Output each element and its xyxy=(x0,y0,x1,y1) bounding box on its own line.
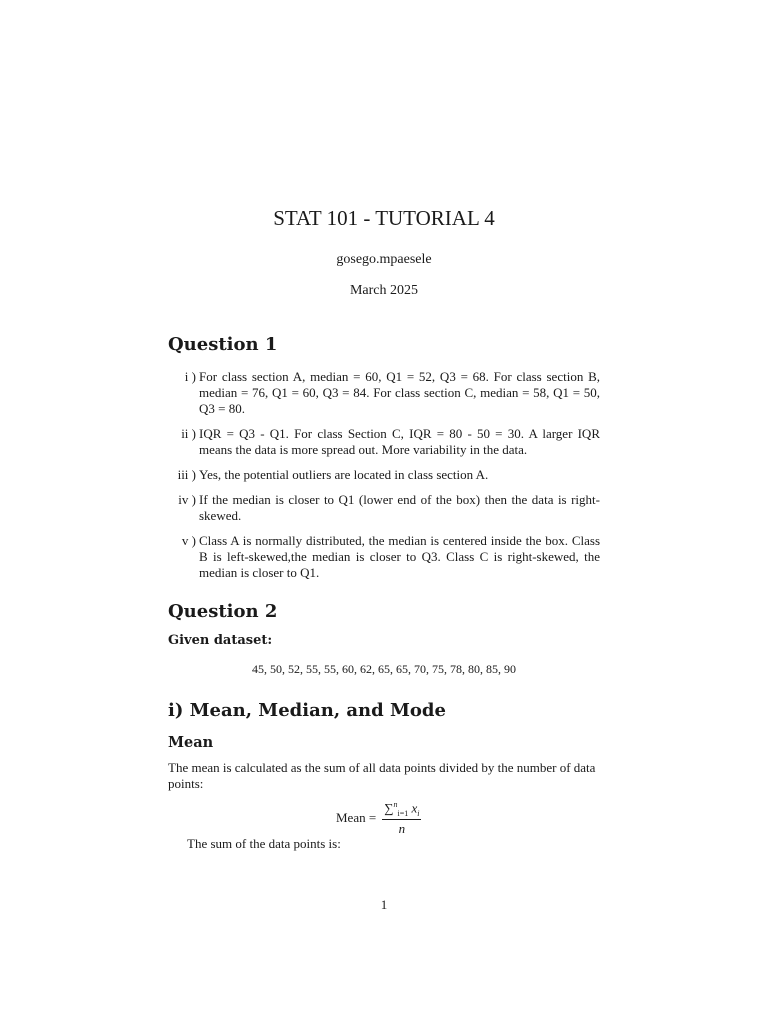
question-1-heading: Question 1 xyxy=(168,334,278,355)
mean-heading: Mean xyxy=(168,734,214,751)
formula-variable: x xyxy=(411,800,418,816)
item-text: Class A is normally distributed, the median is centered inside the box. Class B is left-skewed,the median is closer to Q3. Class C is right-skewed, the median is closer to Q1. xyxy=(199,533,600,580)
question-1-item xyxy=(168,467,600,483)
item-number: ii ) xyxy=(181,426,196,441)
item-text: If the median is closer to Q1 (lower end of the box) then the data is right-skewed. xyxy=(199,492,600,523)
formula-numerator xyxy=(382,800,421,820)
question-1-item xyxy=(168,492,600,524)
item-number: i ) xyxy=(184,369,196,384)
sum-symbol: ∑ xyxy=(384,800,394,816)
sum-description: The sum of the data points is: xyxy=(187,836,341,851)
given-dataset-label: Given dataset: xyxy=(168,633,273,648)
item-text: Yes, the potential outliers are located in class section A. xyxy=(199,467,489,482)
formula-label: Mean = xyxy=(336,810,377,826)
item-number: iv ) xyxy=(178,492,196,507)
question-1-item xyxy=(168,369,600,417)
item-text: IQR = Q3 - Q1. For class Section C, IQR = 80 - 50 = 30. A larger IQR means the data is more spread out. More variability in the data. xyxy=(199,426,600,457)
page-number: 1 xyxy=(380,897,388,912)
mean-description: The mean is calculated as the sum of all data points divided by the number of data points: xyxy=(168,760,596,791)
sum-lower-limit: i=1 xyxy=(397,808,409,818)
question-1-item xyxy=(168,533,600,581)
part-i-heading: i) Mean, Median, and Mode xyxy=(168,700,446,721)
item-number: iii ) xyxy=(177,467,196,482)
formula-denominator: n xyxy=(398,820,406,836)
formula-variable-index: i xyxy=(417,808,420,818)
document-title: STAT 101 - TUTORIAL 4 xyxy=(273,206,495,230)
sum-upper-limit: n xyxy=(393,800,398,809)
item-number: v ) xyxy=(181,533,196,548)
document-author: gosego.mpaesele xyxy=(336,252,432,267)
question-2-heading: Question 2 xyxy=(168,601,278,622)
document-date: March 2025 xyxy=(349,283,419,298)
question-1-list xyxy=(168,369,600,590)
question-1-item xyxy=(168,426,600,458)
item-text: For class section A, median = 60, Q1 = 52, Q3 = 68. For class section B, median = 76, Q1 = 60, Q3 = 84. For class section C, median = 58, Q1 = 50, Q3 = 80. xyxy=(199,369,600,416)
mean-formula xyxy=(336,800,421,837)
dataset-values: 45, 50, 52, 55, 55, 60, 62, 65, 65, 70, 75, 78, 80, 85, 90 xyxy=(252,662,516,676)
formula-fraction xyxy=(382,800,421,837)
